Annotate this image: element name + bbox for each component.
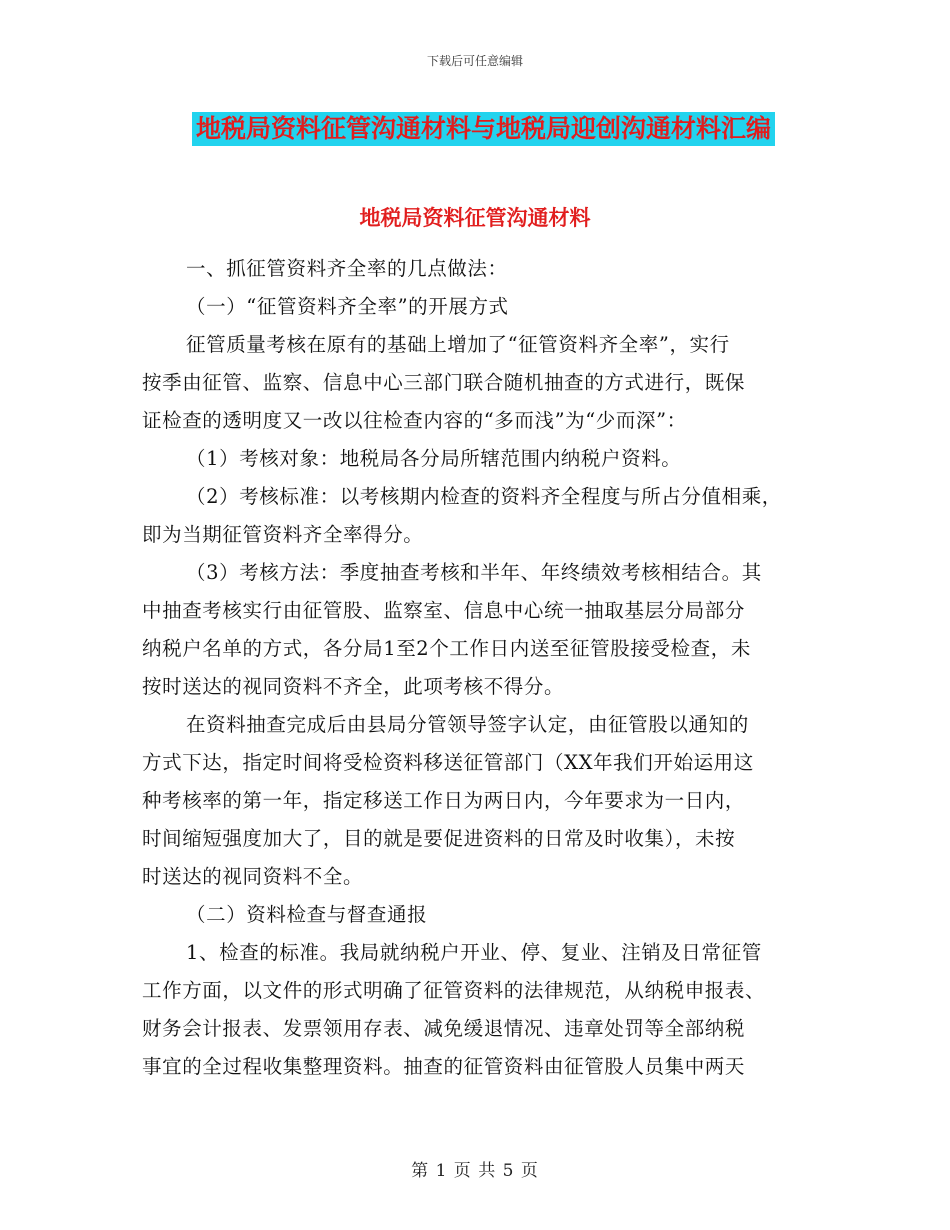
paragraph-line: 即为当期征管资料齐全率得分。 xyxy=(142,523,424,546)
paragraph-line: 1、检查的标准。我局就纳税户开业、停、复业、注销及日常征管 xyxy=(186,941,762,964)
paragraph-line: 按季由征管、监察、信息中心三部门联合随机抽查的方式进行，既保 xyxy=(142,371,746,394)
document-body xyxy=(142,250,822,1086)
paragraph-line: 时间缩短强度加大了，目的就是要促进资料的日常及时收集），未按 xyxy=(142,827,736,850)
paragraph-line: 事宜的全过程收集整理资料。抽查的征管资料由征管股人员集中两天 xyxy=(142,1055,746,1078)
paragraph-line: 证检查的透明度又一改以往检查内容的“多而浅”为“少而深”： xyxy=(142,409,687,432)
header-note: 下载后可任意编辑 xyxy=(426,54,523,68)
section-heading-1-1: （一）“征管资料齐全率”的开展方式 xyxy=(186,295,509,318)
paragraph-line: （3）考核方法：季度抽查考核和半年、年终绩效考核相结合。其 xyxy=(186,561,762,584)
paragraph-line: 方式下达，指定时间将受检资料移送征管部门（XX年我们开始运用这 xyxy=(142,751,754,774)
paragraph-line: 在资料抽查完成后由县局分管领导签字认定，由征管股以通知的 xyxy=(186,713,749,736)
section-heading-1: 一、抓征管资料齐全率的几点做法： xyxy=(186,257,508,280)
paragraph-line: （2）考核标准：以考核期内检查的资料齐全程度与所占分值相乘， xyxy=(186,485,782,508)
section-heading-1-2: （二）资料检查与督查通报 xyxy=(186,903,428,926)
paragraph-line: 财务会计报表、发票领用存表、减免缓退情况、违章处罚等全部纳税 xyxy=(142,1017,746,1040)
paragraph-line: 中抽查考核实行由征管股、监察室、信息中心统一抽取基层分局部分 xyxy=(142,599,746,622)
document-sub-title: 地税局资料征管沟通材料 xyxy=(359,206,591,230)
paragraph-line: 纳税户名单的方式，各分局1至2个工作日内送至征管股接受检查，未 xyxy=(142,637,751,660)
paragraph-line: 征管质量考核在原有的基础上增加了“征管资料齐全率”，实行 xyxy=(186,333,730,356)
paragraph-line: 工作方面，以文件的形式明确了征管资料的法律规范，从纳税申报表、 xyxy=(142,979,766,1002)
page-number-footer: 第 1 页 共 5 页 xyxy=(411,1161,539,1181)
paragraph-line: 按时送达的视同资料不齐全，此项考核不得分。 xyxy=(142,675,565,698)
paragraph-line: （1）考核对象：地税局各分局所辖范围内纳税户资料。 xyxy=(186,447,682,470)
paragraph-line: 种考核率的第一年，指定移送工作日为两日内，今年要求为一日内， xyxy=(142,789,746,812)
document-main-title: 地税局资料征管沟通材料与地税局迎创沟通材料汇编 xyxy=(192,112,775,146)
paragraph-line: 时送达的视同资料不全。 xyxy=(142,865,364,888)
